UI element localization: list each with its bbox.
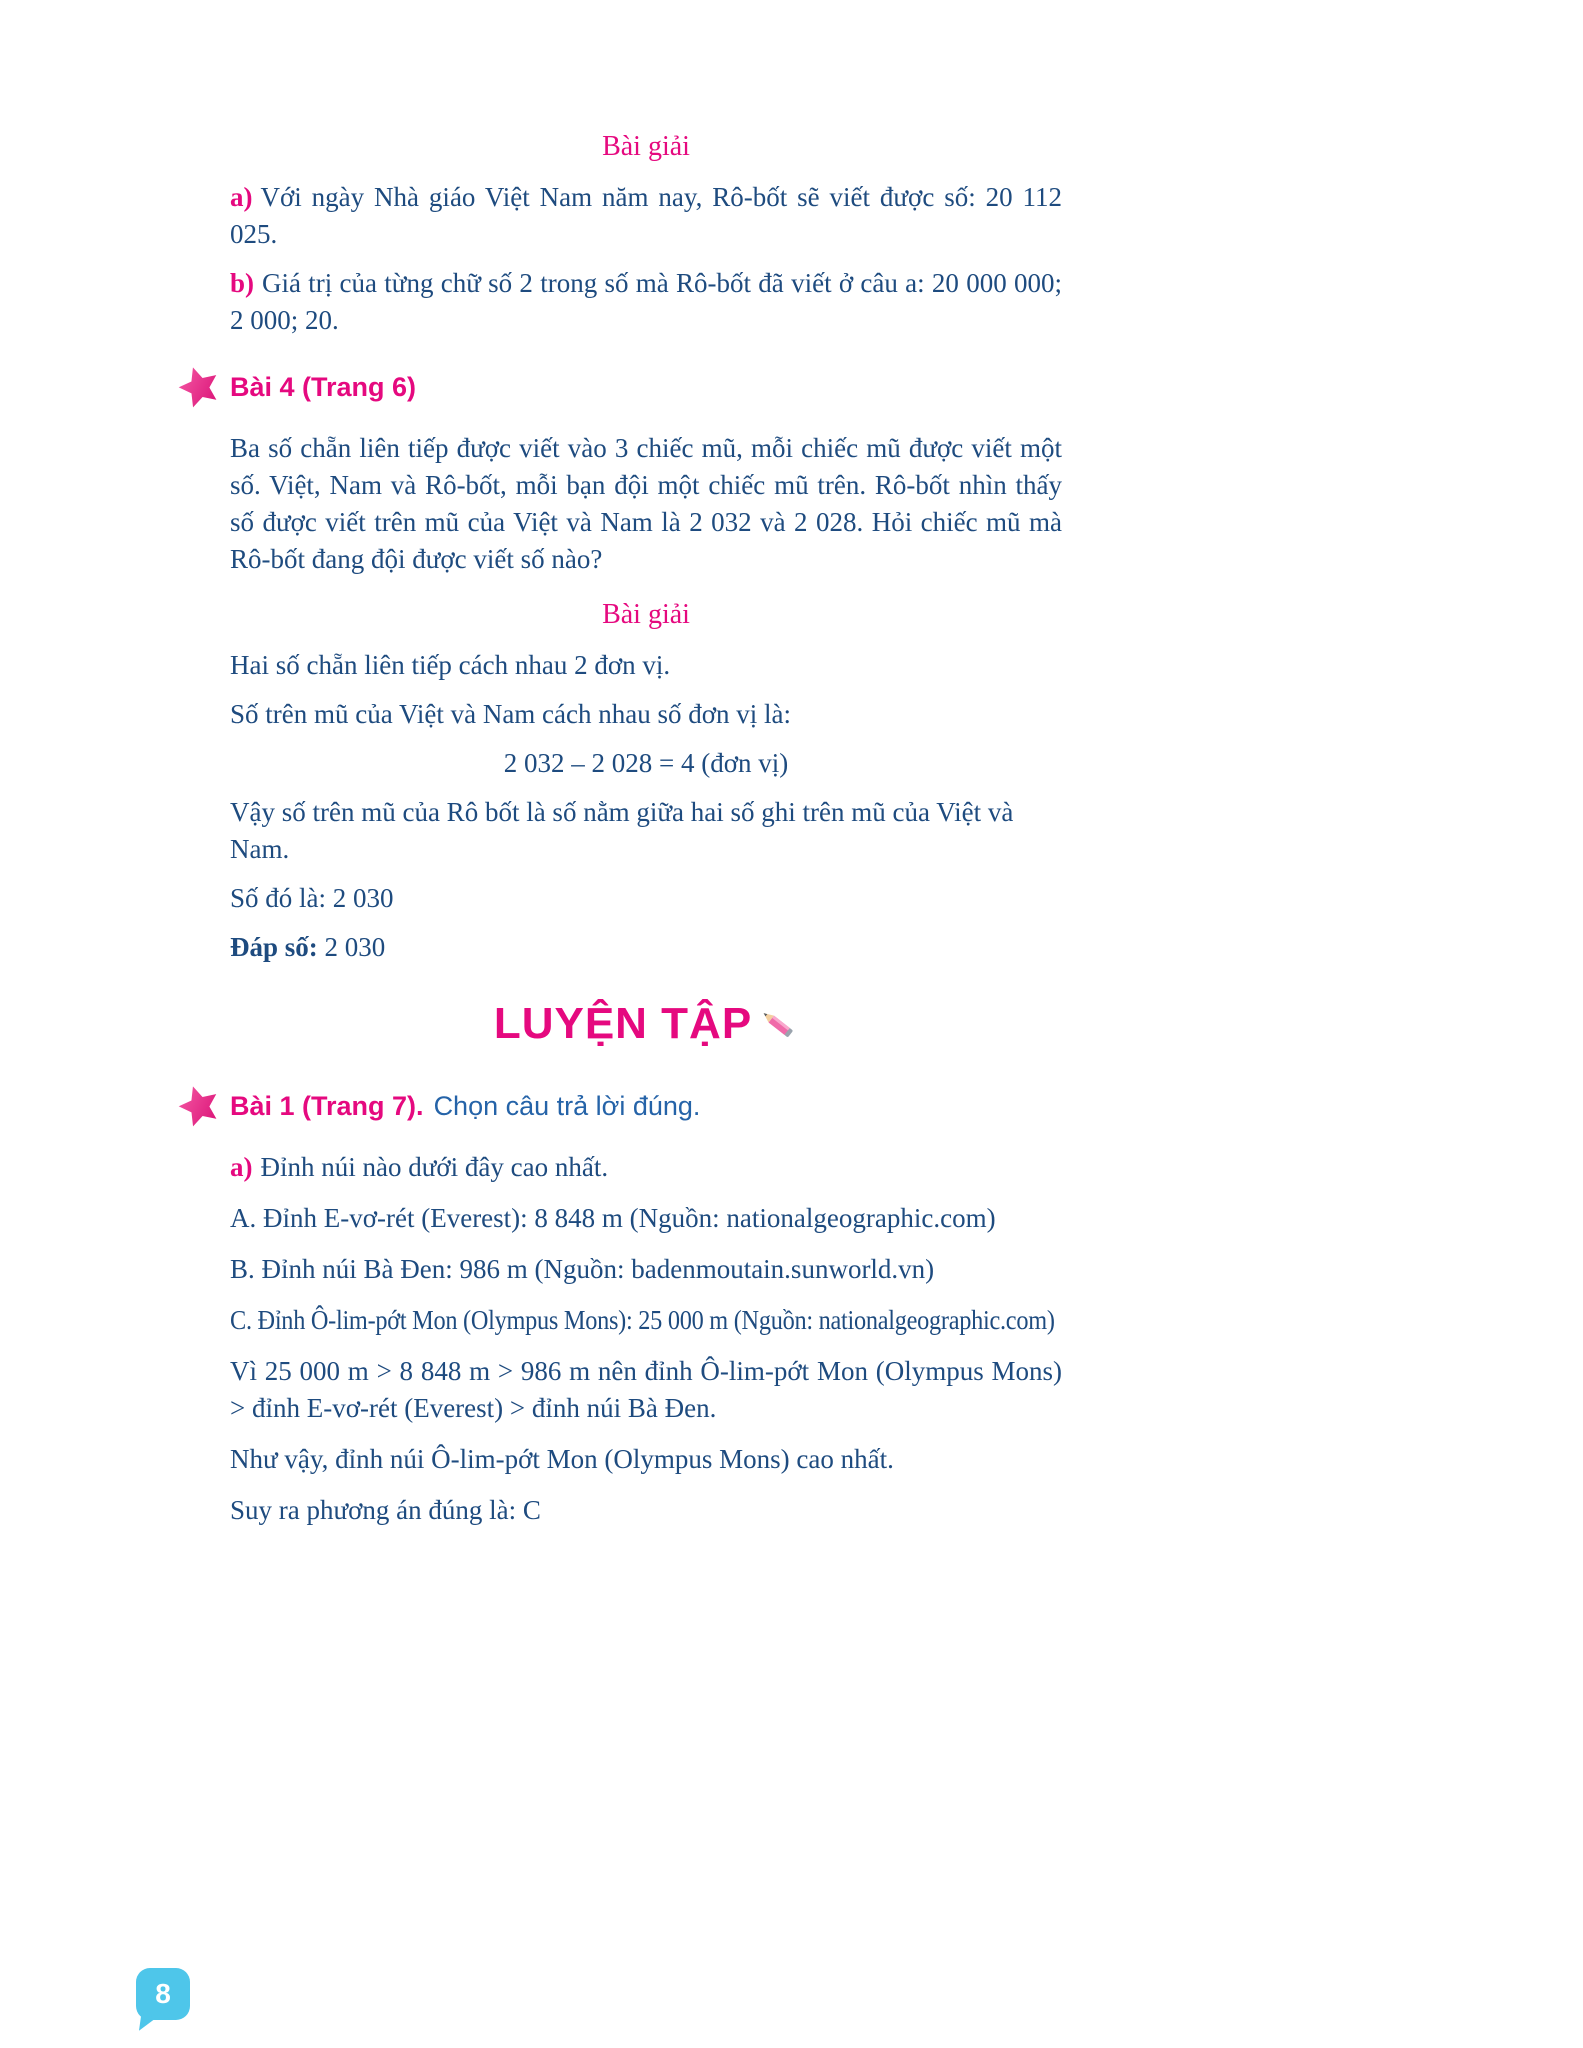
solution-item-a [230,179,1062,253]
answer-value: 2 030 [324,932,386,962]
item-a-marker: a) [230,182,253,212]
exercise1-header [230,1088,1062,1125]
option-c-text: C. Đỉnh Ô-lim-pớt Mon (Olympus Mons): 25 000 m (Nguồn: nationalgeographic.com) [230,1305,1055,1335]
exercise1-conclusion: Suy ra phương án đúng là: C [230,1495,541,1525]
item-b-text: Giá trị của từng chữ số 2 trong số mà Rô-bốt đã viết ở câu a: 20 000 000; 2 000; 20. [230,268,1062,335]
item-a-text: Đỉnh núi nào dưới đây cao nhất. [260,1152,609,1182]
option-c [230,1302,1062,1339]
exercise4-solution-line3: Vậy số trên mũ của Rô bốt là số nằm giữa hai số ghi trên mũ của Việt và Nam. [230,797,1014,864]
exercise4-title: Bài 4 (Trang 6) [230,372,417,402]
item-b-marker: b) [230,268,255,298]
page-number-badge [136,1968,190,2020]
practice-section-heading [230,999,1062,1048]
page-content [230,128,1062,1541]
exercise4-header [230,369,1062,406]
answer-label: Đáp số: [230,932,318,962]
item-a-text: Với ngày Nhà giáo Việt Nam năm nay, Rô-bốt sẽ viết được số: 20 112 025. [230,182,1062,249]
star-icon [174,1080,224,1130]
exercise1-item-a [230,1149,1062,1186]
option-b: B. Đỉnh núi Bà Đen: 986 m (Nguồn: badenmoutain.sunworld.vn) [230,1254,935,1284]
exercise1-reason2: Như vậy, đỉnh núi Ô-lim-pớt Mon (Olympus Mons) cao nhất. [230,1444,894,1474]
exercise4-solution-line1: Hai số chẵn liên tiếp cách nhau 2 đơn vị. [230,650,671,680]
exercise1-subtitle: Chọn câu trả lời đúng. [433,1091,701,1121]
exercise4-equation: 2 032 – 2 028 = 4 (đơn vị) [503,748,789,778]
solution-heading: Bài giải [602,131,690,162]
exercise4-solution-heading: Bài giải [602,599,690,630]
star-icon [174,361,224,411]
practice-heading-text: LUYỆN TẬP [493,999,753,1048]
page-number: 8 [155,1978,171,2009]
exercise1-reason1: Vì 25 000 m > 8 848 m > 986 m nên đỉnh Ô-lim-pớt Mon (Olympus Mons) > đỉnh E-vơ-rét (Everest) > đỉnh núi Bà Đen. [230,1356,1062,1423]
exercise4-solution-line2: Số trên mũ của Việt và Nam cách nhau số đơn vị là: [230,699,792,729]
exercise4-statement: Ba số chẵn liên tiếp được viết vào 3 chiếc mũ, mỗi chiếc mũ được viết một số. Việt, Nam và Rô-bốt, mỗi bạn đội một chiếc mũ trên. Rô-bốt nhìn thấy số được viết trên mũ của Việt và Nam là 2 032 và 2 028. Hỏi chiếc mũ mà Rô-bốt đang đội được viết số nào? [230,433,1062,574]
pencil-icon [756,1002,798,1048]
item-a-marker: a) [230,1152,253,1182]
exercise1-title: Bài 1 (Trang 7). [230,1091,424,1121]
option-a: A. Đỉnh E-vơ-rét (Everest): 8 848 m (Nguồn: nationalgeographic.com) [230,1203,996,1233]
exercise4-answer [230,929,1062,966]
exercise4-solution-line4: Số đó là: 2 030 [230,883,394,913]
solution-item-b [230,265,1062,339]
